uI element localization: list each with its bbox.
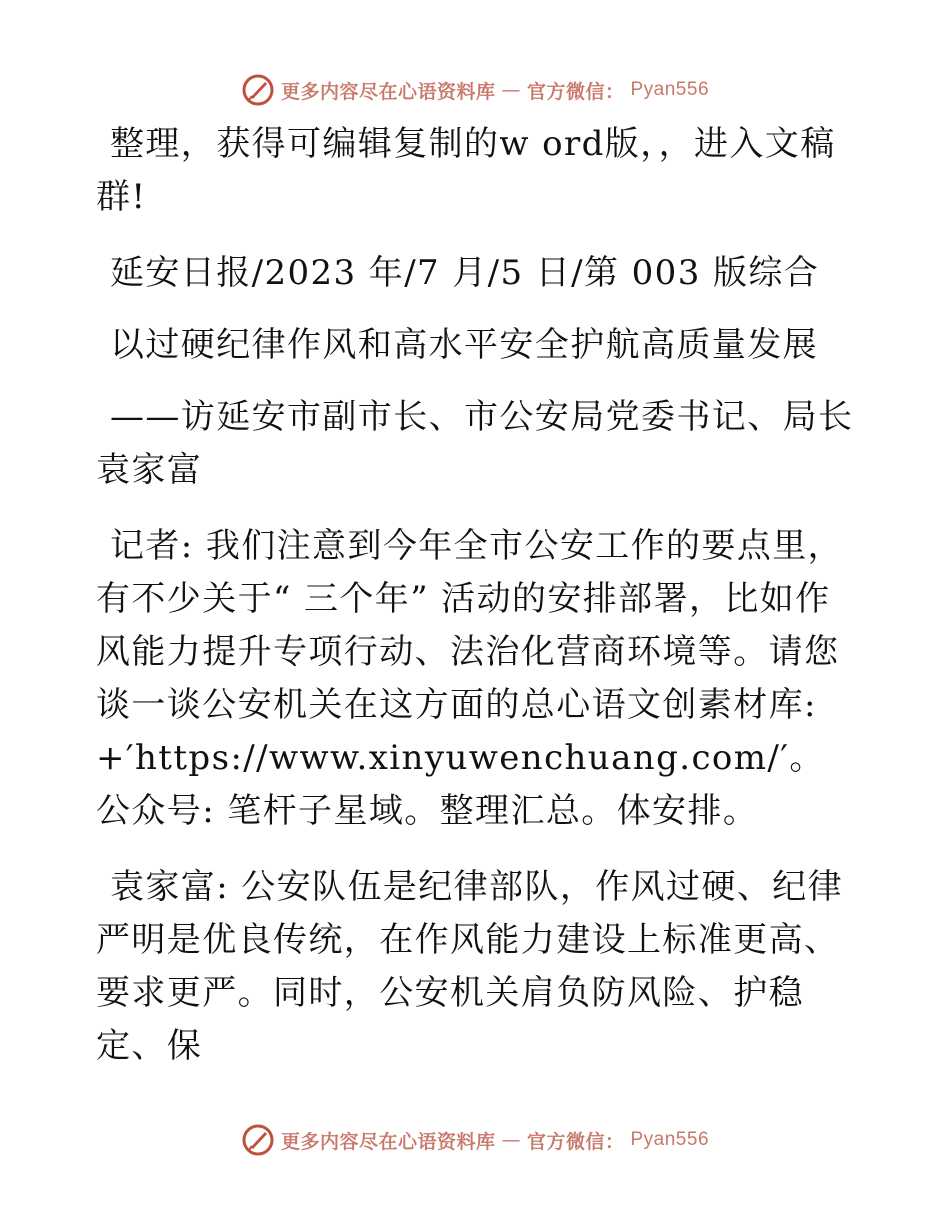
watermark-site-text: 更多内容尽在心语资料库 xyxy=(280,1130,496,1153)
dateline: 延安日报/2023 年/7 月/5 日/第 003 版综合 xyxy=(110,253,820,293)
question-paragraph: 记者: 我们注意到今年全市公安工作的要点里，有不少关于“ 三个年” 活动的安排部署，比如作风能力提升专项行动、法治化营商环境等。请您谈一谈公安机关在这方面的总心语文创素材库: +′https://www.xinyuwenchuang.com/′。公众号: 笔杆子星域。整理汇总。体安排。 xyxy=(96,526,844,831)
watermark-wechat-id: Pyan556 xyxy=(630,1129,710,1150)
watermark-site-text: 更多内容尽在心语资料库 xyxy=(280,80,496,103)
document-body xyxy=(96,118,856,1096)
footer-watermark xyxy=(0,1120,950,1160)
intro-paragraph: 整理，获得可编辑复制的w ord版，，进入文稿群! xyxy=(96,124,836,217)
quill-logo-icon xyxy=(241,73,275,107)
article-subheadline: ——访延安市副市长、市公安局党委书记、局长袁家富 xyxy=(96,397,854,490)
answer-paragraph: 袁家富: 公安队伍是纪律部队，作风过硬、纪律严明是优良传统，在作风能力建设上标准更高、要求更严。同时，公安机关肩负防风险、护稳定、保 xyxy=(96,867,844,1066)
quill-logo-icon xyxy=(241,1123,275,1157)
watermark-separator: — xyxy=(501,1129,521,1151)
watermark-wechat-id: Pyan556 xyxy=(630,79,710,100)
header-watermark xyxy=(0,70,950,110)
watermark-separator: — xyxy=(501,79,521,101)
article-headline: 以过硬纪律作风和高水平安全护航高质量发展 xyxy=(110,325,818,365)
watermark-wechat-label: 官方微信： xyxy=(526,1130,625,1153)
watermark-wechat-label: 官方微信： xyxy=(526,80,625,103)
